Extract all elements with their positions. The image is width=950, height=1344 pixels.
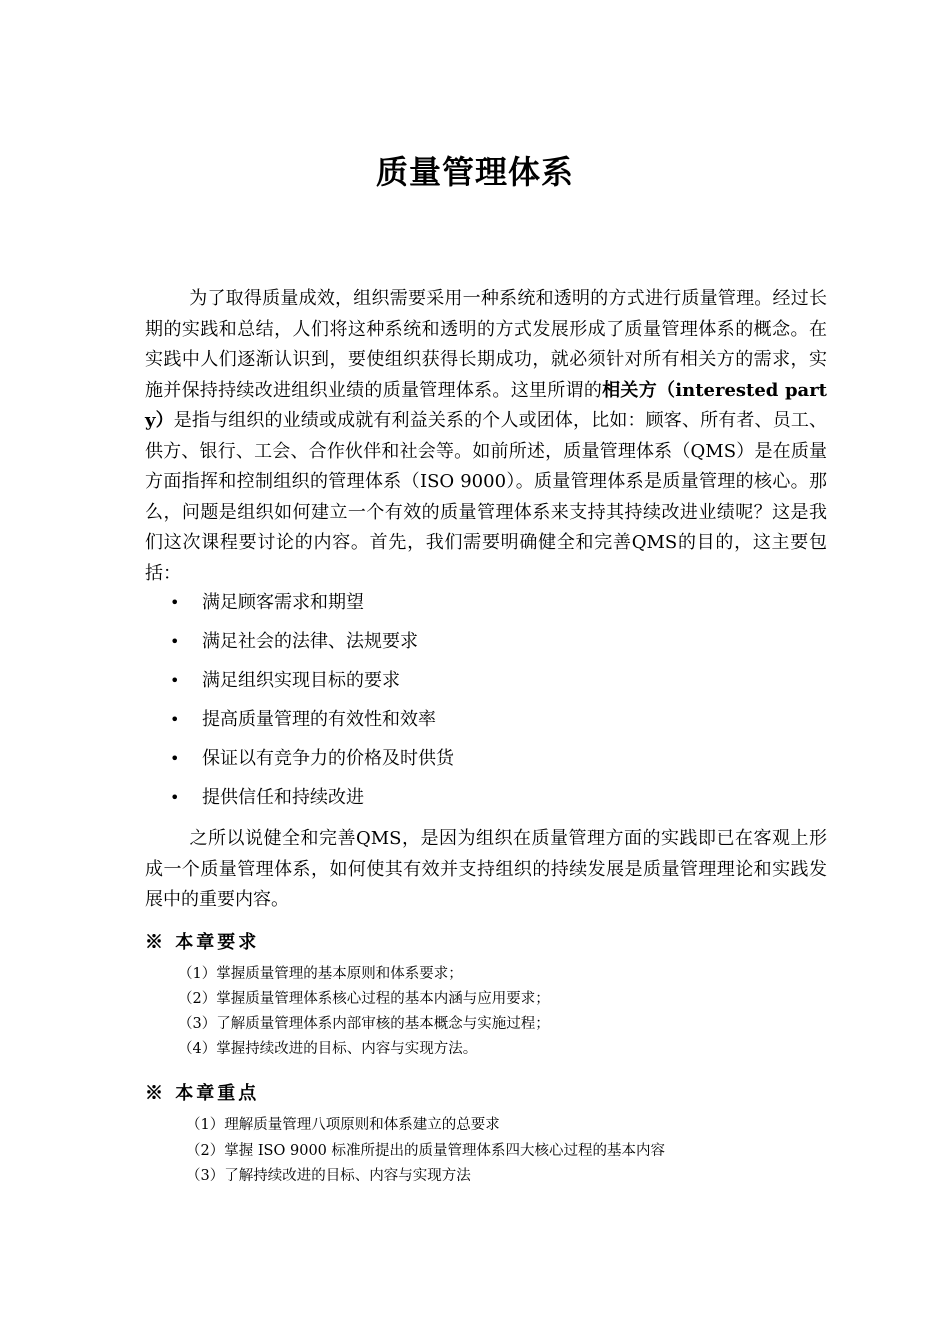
list-item: （1）掌握质量管理的基本原则和体系要求； (178, 966, 463, 982)
chapter-key-points-heading: ※ 本章重点 (145, 1083, 260, 1104)
list-item-text: 提供信任和持续改进 (202, 787, 364, 808)
list-item: （3）了解持续改进的目标、内容与实现方法 (186, 1168, 471, 1184)
list-item-text: 提高质量管理的有效性和效率 (202, 709, 436, 730)
list-item (170, 785, 454, 824)
list-item-text: 满足顾客需求和期望 (202, 592, 364, 613)
bullet-icon: • (170, 593, 180, 612)
list-item-text: 满足组织实现目标的要求 (202, 670, 400, 691)
list-item: （3）了解质量管理体系内部审核的基本概念与实施过程； (178, 1016, 550, 1032)
interested-party-term: 相关方（interested party） (145, 379, 827, 431)
list-item (170, 668, 454, 707)
list-item (170, 629, 454, 668)
list-item: （4）掌握持续改进的目标、内容与实现方法。 (178, 1041, 478, 1057)
page-title: 质量管理体系 (375, 153, 574, 191)
purpose-bullet-list (170, 590, 454, 824)
bullet-icon: • (170, 632, 180, 651)
intro-text-part-a: 为了取得质量成效，组织需要采用一种系统和透明的方式进行质量管理。经过长期的实践和总结，人们将这种系统和透明的方式发展形成了质量管理体系的概念。在实践中人们逐渐认识到，要使组织获得长期成功，就必须针对所有相关方的需求，实施并保持持续改进组织业绩的质量管理体系。这里所谓的 (145, 288, 827, 401)
bullet-icon: • (170, 788, 180, 807)
bullet-icon: • (170, 749, 180, 768)
list-item-text: 满足社会的法律、法规要求 (202, 631, 418, 652)
list-item: （2）掌握 ISO 9000 标准所提出的质量管理体系四大核心过程的基本内容 (186, 1142, 666, 1159)
intro-text-part-b: 是指与组织的业绩或成就有利益关系的个人或团体，比如：顾客、所有者、员工、供方、银行、工会、合作伙伴和社会等。如前所述，质量管理体系（QMS）是在质量方面指挥和控制组织的管理体系（ISO 9000）。质量管理体系是质量管理的核心。那么，问题是组织如何建立一个有效的质量管理体系来支持其持续改进业绩呢？这是我们这次课程要讨论的内容。首先，我们需要明确健全和完善QMS的目的，这主要包括： (145, 410, 827, 584)
list-item: （1）理解质量管理八项原则和体系建立的总要求 (186, 1117, 500, 1133)
bullet-icon: • (170, 710, 180, 729)
chapter-requirements-list (178, 962, 550, 1062)
list-item (170, 590, 454, 629)
list-item (170, 707, 454, 746)
chapter-key-points-list (186, 1113, 665, 1190)
bullet-icon: • (170, 671, 180, 690)
list-item-text: 保证以有竞争力的价格及时供货 (202, 748, 454, 769)
list-item (170, 746, 454, 785)
list-item: （2）掌握质量管理体系核心过程的基本内涵与应用要求； (178, 991, 550, 1007)
chapter-requirements-heading: ※ 本章要求 (145, 932, 260, 953)
conclusion-text: 之所以说健全和完善QMS，是因为组织在质量管理方面的实践即已在客观上形成一个质量管理体系，如何使其有效并支持组织的持续发展是质量管理理论和实践发展中的重要内容。 (145, 828, 827, 910)
intro-paragraph (145, 284, 827, 589)
conclusion-paragraph (145, 824, 827, 916)
